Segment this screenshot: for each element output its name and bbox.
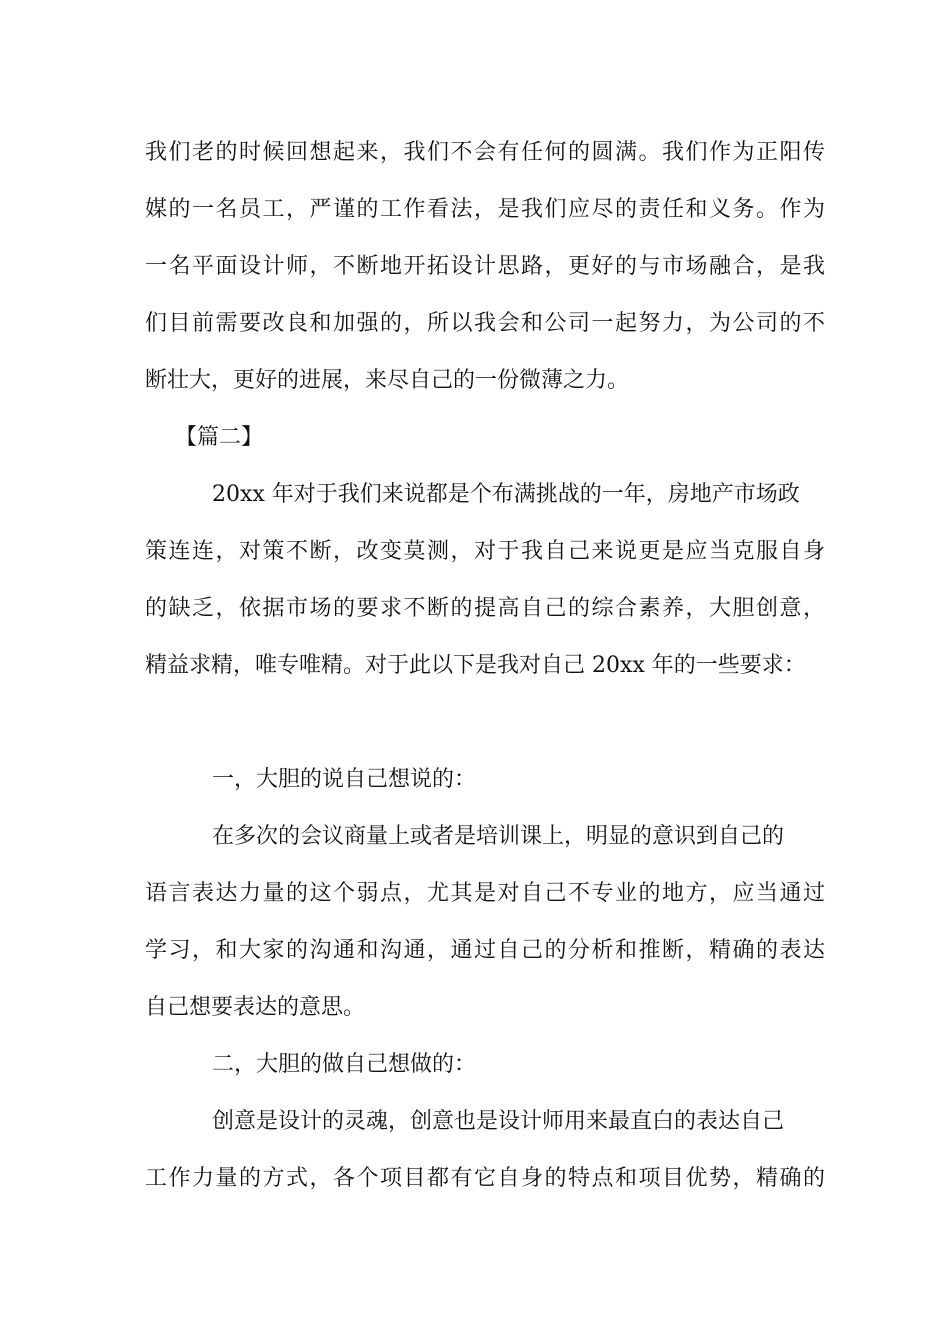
paragraph-line: 精益求精，唯专唯精。对于此以下是我对自己 20xx 年的一些要求：	[145, 653, 806, 678]
paragraph-line: 一名平面设计师，不断地开拓设计思路，更好的与市场融合，是我	[145, 254, 825, 279]
paragraph-line: 语言表达力量的这个弱点，尤其是对自己不专业的地方，应当通过	[145, 881, 825, 906]
paragraph-line: 媒的一名员工，严谨的工作看法，是我们应尽的责任和义务。作为	[145, 197, 825, 222]
paragraph-line: 们目前需要改良和加强的，所以我会和公司一起努力，为公司的不	[145, 311, 825, 336]
section-heading: 【篇二】	[175, 425, 264, 450]
subheading: 一，大胆的说自己想说的：	[212, 767, 477, 792]
paragraph-line: 学习，和大家的沟通和沟通，通过自己的分析和推断，精确的表达	[145, 938, 825, 963]
paragraph-line: 我们老的时候回想起来，我们不会有任何的圆满。我们作为正阳传	[145, 140, 825, 165]
paragraph-line: 在多次的会议商量上或者是培训课上，明显的意识到自己的	[212, 824, 785, 849]
paragraph-line: 自己想要表达的意思。	[145, 995, 366, 1020]
paragraph-line: 断壮大，更好的进展，来尽自己的一份微薄之力。	[145, 368, 630, 393]
subheading: 二，大胆的做自己想做的：	[212, 1052, 477, 1077]
paragraph-line: 策连连，对策不断，改变莫测，对于我自己来说更是应当克服自身	[145, 539, 825, 564]
paragraph-line: 工作力量的方式，各个项目都有它自身的特点和项目优势，精确的	[145, 1166, 825, 1191]
paragraph-line: 20xx 年对于我们来说都是个布满挑战的一年，房地产市场政	[212, 482, 800, 507]
paragraph-line: 创意是设计的灵魂，创意也是设计师用来最直白的表达自己	[212, 1109, 785, 1134]
paragraph-line: 的缺乏，依据市场的要求不断的提高自己的综合素养，大胆创意，	[145, 596, 825, 621]
